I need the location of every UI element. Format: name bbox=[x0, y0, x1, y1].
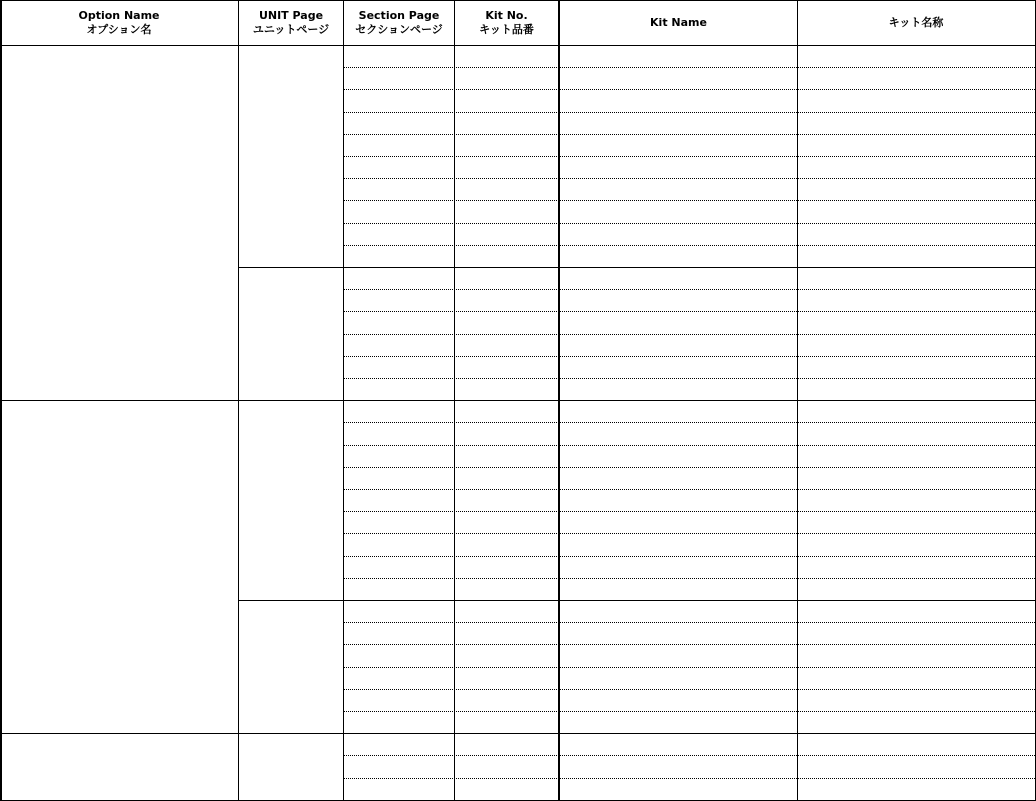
table-row[interactable] bbox=[343, 400, 1035, 422]
header-kit-name-jp-text: キット名称 bbox=[888, 16, 944, 29]
header-unit-page bbox=[239, 0, 343, 46]
table-row[interactable] bbox=[343, 689, 1035, 711]
table-row[interactable] bbox=[343, 45, 1035, 67]
table-row[interactable] bbox=[343, 67, 1035, 89]
table-row[interactable] bbox=[343, 112, 1035, 134]
table-row[interactable] bbox=[343, 711, 1035, 733]
header-unit-page-jp: ユニットページ bbox=[252, 23, 330, 36]
unit-page-cell[interactable] bbox=[238, 733, 343, 800]
option-name-cell[interactable] bbox=[0, 733, 238, 800]
table-row[interactable] bbox=[343, 311, 1035, 333]
unit-page-cell[interactable] bbox=[238, 400, 343, 600]
table-row[interactable] bbox=[343, 556, 1035, 578]
table-row[interactable] bbox=[343, 223, 1035, 245]
table-row[interactable] bbox=[343, 289, 1035, 311]
header-option-name-en: Option Name bbox=[78, 9, 160, 22]
table-row[interactable] bbox=[343, 644, 1035, 666]
option-name-cell[interactable] bbox=[0, 400, 238, 733]
table-row[interactable] bbox=[343, 778, 1035, 800]
table-row[interactable] bbox=[343, 511, 1035, 533]
table-row[interactable] bbox=[343, 156, 1035, 178]
table-row[interactable] bbox=[343, 356, 1035, 378]
unit-page-cell[interactable] bbox=[238, 45, 343, 267]
header-section-page-en: Section Page bbox=[358, 9, 440, 22]
option-name-cell[interactable] bbox=[0, 45, 238, 400]
table-row[interactable] bbox=[343, 622, 1035, 644]
table-top-border bbox=[0, 0, 1036, 1]
header-kit-no-jp: キット品番 bbox=[479, 23, 534, 36]
table-row[interactable] bbox=[343, 755, 1035, 777]
header-section-page-jp: セクションページ bbox=[355, 23, 443, 36]
table-row[interactable] bbox=[343, 89, 1035, 111]
table-row[interactable] bbox=[343, 489, 1035, 511]
table-row[interactable] bbox=[343, 200, 1035, 222]
table-row[interactable] bbox=[343, 445, 1035, 467]
table-row[interactable] bbox=[343, 267, 1035, 289]
header-option-name-jp: オプション名 bbox=[86, 23, 152, 36]
header-kit-name bbox=[560, 0, 797, 46]
table-row[interactable] bbox=[343, 600, 1035, 622]
header-kit-name-en: Kit Name bbox=[650, 16, 707, 29]
table-row[interactable] bbox=[343, 334, 1035, 356]
table-row[interactable] bbox=[343, 467, 1035, 489]
table-row[interactable] bbox=[343, 422, 1035, 444]
header-section-page bbox=[344, 0, 454, 46]
table-row[interactable] bbox=[343, 733, 1035, 755]
header-kit-name-jp bbox=[798, 0, 1034, 46]
unit-page-cell[interactable] bbox=[238, 600, 343, 733]
table-row[interactable] bbox=[343, 667, 1035, 689]
unit-page-cell[interactable] bbox=[238, 267, 343, 400]
table-row[interactable] bbox=[343, 578, 1035, 600]
table-row[interactable] bbox=[343, 533, 1035, 555]
header-kit-no bbox=[455, 0, 558, 46]
table-row[interactable] bbox=[343, 245, 1035, 267]
table-row[interactable] bbox=[343, 378, 1035, 400]
header-unit-page-en: UNIT Page bbox=[258, 9, 324, 22]
header-option-name bbox=[0, 0, 238, 46]
table-row[interactable] bbox=[343, 178, 1035, 200]
table-row[interactable] bbox=[343, 134, 1035, 156]
header-kit-no-en: Kit No. bbox=[485, 9, 528, 22]
